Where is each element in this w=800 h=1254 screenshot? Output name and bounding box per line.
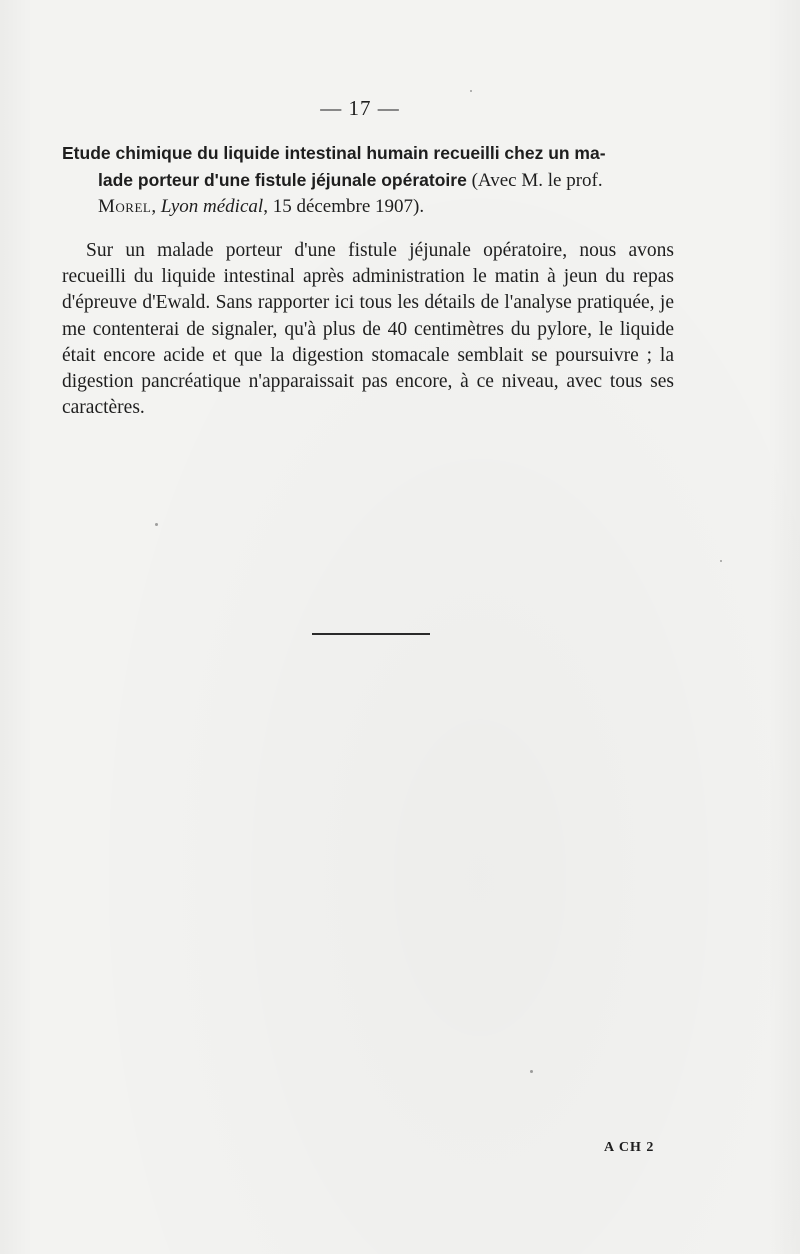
page-number: — 17 — — [320, 96, 400, 120]
body-paragraph: Sur un malade porteur d'une fistule jéjunale opératoire, nous avons recueilli du liquide intestinal après administration le matin à jeun du repas d'épreuve d'Ewald. Sans rapporter ici tous les détails de l'analyse pratiquée, je me contenterai de signaler, qu'à plus de 40 centimètres du pylore, le liquide était encore acide et que la digestion stomacale semblait se poursuivre ; la digestion pancréatique n'apparaissait pas encore, à ce niveau, avec tous ses caractères. — [62, 240, 674, 419]
title-reference-prefix: (Avec M. le prof. — [466, 170, 603, 191]
article-title — [62, 140, 674, 220]
speck — [470, 90, 472, 92]
reference-journal: Lyon médical — [160, 196, 264, 217]
title-line-3 — [62, 194, 674, 220]
speck — [720, 560, 722, 562]
title-line-2 — [62, 167, 674, 194]
title-bold-line-2: lade porteur d'une fistule jéjunale opératoire — [98, 170, 467, 190]
reference-author: Morel — [98, 196, 152, 217]
reference-date: , 15 décembre 1907). — [263, 196, 425, 217]
signature-mark: A CH 2 — [604, 1140, 655, 1155]
section-divider — [312, 633, 430, 635]
title-bold-line-1: Etude chimique du liquide intestinal humain recueilli chez un ma- — [62, 143, 606, 163]
show-through-bleed — [110, 470, 710, 1110]
speck — [530, 1070, 533, 1073]
speck — [155, 523, 158, 526]
reference-separator: , — [151, 196, 161, 217]
